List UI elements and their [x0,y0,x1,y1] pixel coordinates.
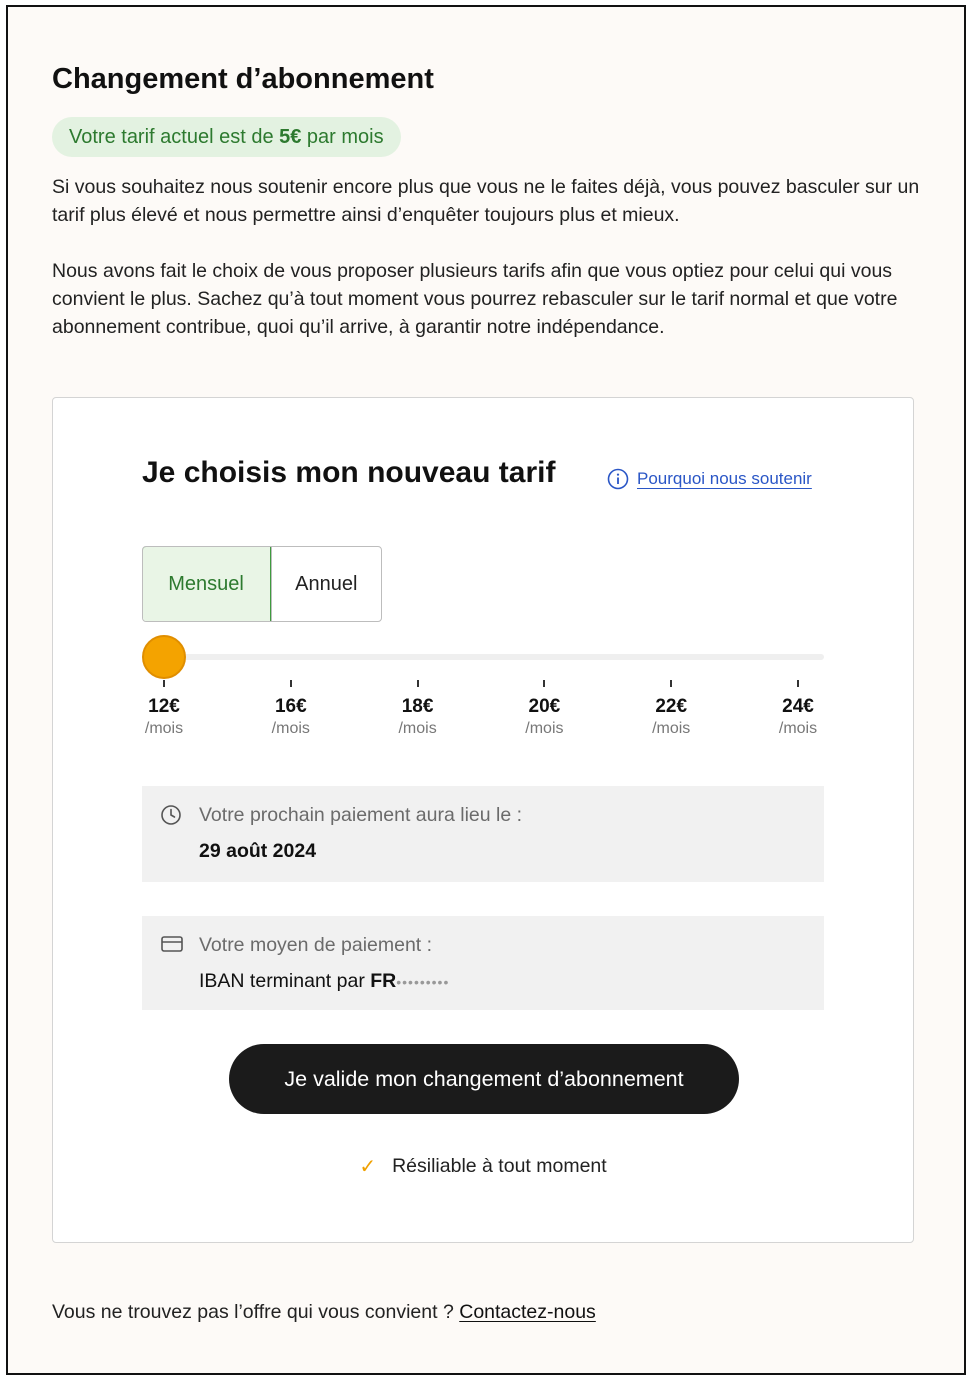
tick-unit: /mois [778,720,818,737]
page-title: Changement d’abonnement [52,63,434,95]
rate-selection-card [52,397,914,1243]
slider-thumb[interactable] [142,635,186,679]
billing-option-mensuel[interactable]: Mensuel [142,546,271,622]
billing-option-annuel[interactable]: Annuel [271,547,382,621]
tick-unit: /mois [398,720,437,737]
validate-subscription-change-button[interactable]: Je valide mon changement d’abonnement [229,1044,739,1114]
tick-price: 16€ [274,696,307,717]
price-tick[interactable] [641,680,701,740]
next-payment-label: Votre prochain paiement aura lieu le : [199,804,523,826]
payment-method-value [199,970,449,993]
tick-price: 22€ [655,696,688,717]
check-icon: ✓ [359,1156,377,1178]
tick-unit: /mois [525,720,564,737]
tick-mark [417,680,419,687]
next-payment-date: 29 août 2024 [199,840,317,862]
current-rate-amount: 5€ [279,126,302,148]
current-rate-prefix: Votre tarif actuel est de [69,126,280,148]
payment-method-box [142,916,824,1010]
next-payment-box [142,786,824,882]
footer-help [52,1301,596,1324]
info-icon [607,468,629,490]
price-tick[interactable] [514,680,574,740]
why-support-label: Pourquoi nous soutenir [637,469,812,488]
tick-price: 24€ [782,696,814,717]
price-tick[interactable] [388,680,448,740]
tick-unit: /mois [652,720,691,737]
contact-us-link[interactable]: Contactez-nous [459,1301,596,1323]
price-slider[interactable] [142,636,824,746]
card-icon [160,934,184,959]
tick-unit: /mois [144,720,184,737]
tick-mark [543,680,545,687]
tick-mark [163,680,165,687]
intro-paragraph: Nous avons fait le choix de vous proposer plusieurs tarifs afin que vous optiez pour celui qui vous convient le plus. Sachez qu’à tout moment vous pourrez rebasculer sur le tarif normal et que votre abonnement contribue, quoi qu’il arrive, à garantir notre indépendance. [52,260,898,338]
clock-icon [160,804,182,831]
billing-period-toggle [142,546,382,622]
current-rate-badge [52,117,401,157]
card-title: Je choisis mon nouveau tarif [142,456,556,489]
tick-mark [797,680,799,687]
iban-masked: ••••••••• [396,974,450,990]
cancel-anytime-note [53,1154,913,1179]
tick-mark [290,680,292,687]
cancel-anytime-label: Résiliable à tout moment [392,1155,607,1177]
intro-paragraph: Si vous souhaitez nous soutenir encore plus que vous ne le faites déjà, vous pouvez basculer sur un tarif plus élevé et nous permettre ainsi d’enquêter toujours plus et mieux. [52,176,920,226]
tick-price: 12€ [148,696,180,717]
page-frame [6,5,966,1375]
tick-mark [670,680,672,687]
why-support-link[interactable] [607,468,812,490]
iban-country: FR [370,970,397,992]
payment-method-label: Votre moyen de paiement : [199,934,433,956]
slider-track[interactable] [164,654,824,660]
price-tick[interactable] [261,680,321,740]
current-rate-suffix: par mois [301,126,384,148]
price-tick[interactable] [768,680,828,740]
price-tick[interactable] [134,680,194,740]
tick-price: 20€ [528,696,561,717]
tick-unit: /mois [271,720,310,737]
tick-price: 18€ [401,696,434,717]
footer-text: Vous ne trouvez pas l’offre qui vous convient ? [52,1301,460,1323]
iban-prefix: IBAN terminant par [199,970,371,992]
